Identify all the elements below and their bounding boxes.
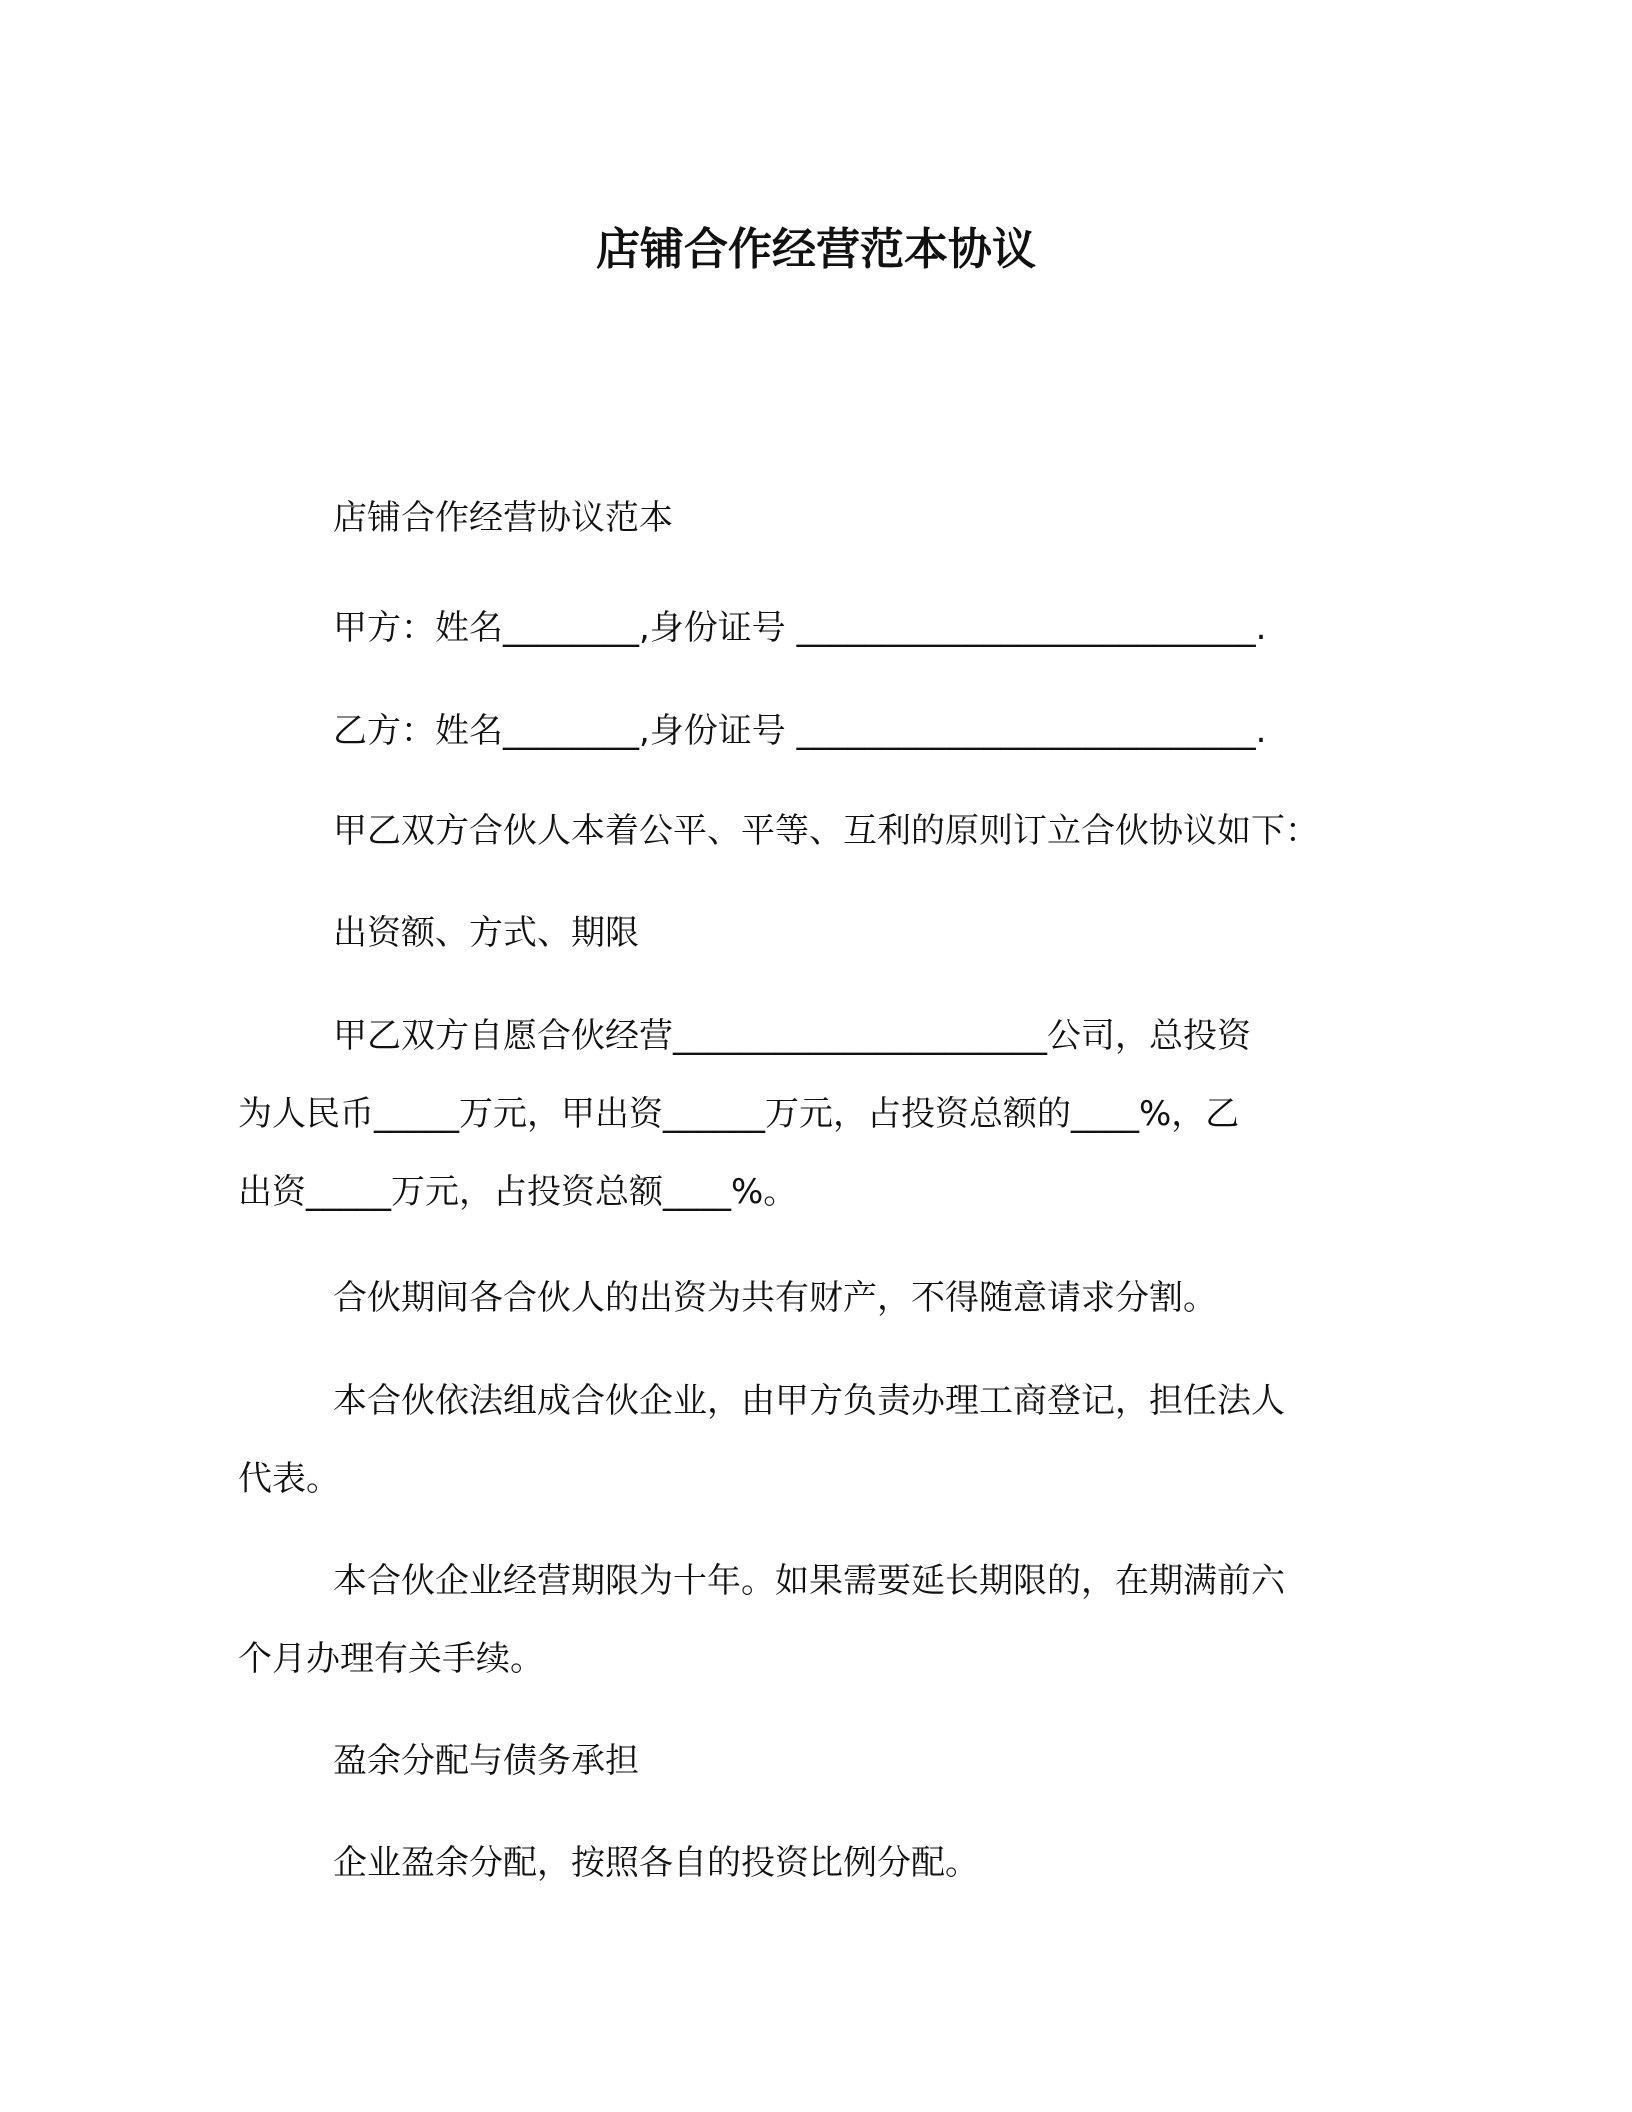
enterprise-paragraph-line-1: 本合伙依法组成合伙企业，由甲方负责办理工商登记，担任法人 bbox=[333, 1381, 1285, 1421]
enterprise-paragraph-line-2: 代表。 bbox=[238, 1459, 340, 1499]
common-property-paragraph: 合伙期间各合伙人的出资为共有财产，不得随意请求分割。 bbox=[333, 1278, 1217, 1318]
document-subtitle: 店铺合作经营协议范本 bbox=[333, 498, 673, 538]
party-a-line: 甲方：姓名________,身份证号 ___________________________. bbox=[333, 608, 1267, 648]
section-heading-profit: 盈余分配与债务承担 bbox=[333, 1741, 639, 1781]
section-heading-capital: 出资额、方式、期限 bbox=[333, 913, 639, 953]
capital-paragraph-line-3: 出资_____万元，占投资总额____%。 bbox=[238, 1172, 798, 1212]
capital-paragraph-line-2: 为人民币_____万元，甲出资______万元，占投资总额的____%，乙 bbox=[238, 1094, 1240, 1134]
intro-paragraph: 甲乙双方合伙人本着公平、平等、互利的原则订立合伙协议如下： bbox=[333, 811, 1319, 851]
document-title: 店铺合作经营范本协议 bbox=[596, 224, 1036, 275]
profit-distribution-paragraph: 企业盈余分配，按照各自的投资比例分配。 bbox=[333, 1843, 979, 1883]
term-paragraph-line-2: 个月办理有关手续。 bbox=[238, 1639, 544, 1679]
capital-paragraph-line-1: 甲乙双方自愿合伙经营______________________公司，总投资 bbox=[333, 1016, 1251, 1056]
party-b-line: 乙方：姓名________,身份证号 ___________________________. bbox=[333, 711, 1267, 751]
term-paragraph-line-1: 本合伙企业经营期限为十年。如果需要延长期限的，在期满前六 bbox=[333, 1561, 1285, 1601]
